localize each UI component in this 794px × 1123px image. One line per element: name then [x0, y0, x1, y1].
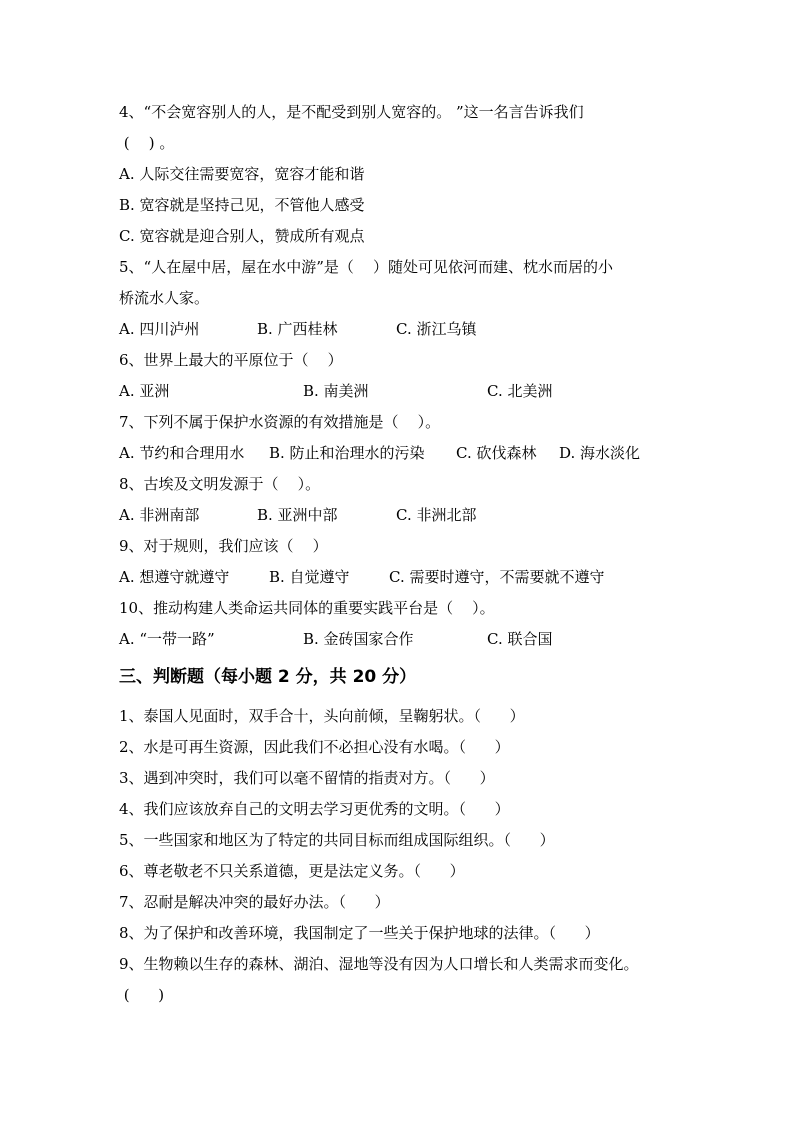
tf-item-9-blank: ( ) — [119, 986, 165, 1004]
q7-option-d: D. 海水淡化 — [559, 444, 641, 462]
q7-option-b: B. 防止和治理水的污染 — [269, 444, 425, 462]
q7-option-a: A. 节约和合理用水 — [119, 444, 245, 462]
q5-stem-line2: 桥流水人家。 — [119, 289, 210, 307]
q9-option-b: B. 自觉遵守 — [269, 568, 350, 586]
q9-option-a: A. 想遵守就遵守 — [119, 568, 230, 586]
q9-options — [119, 567, 719, 587]
q8-option-b: B. 亚洲中部 — [257, 506, 338, 524]
q7-options — [119, 443, 719, 463]
tf-item-6: 6、尊老敬老不只关系道德，更是法定义务。（ ） — [119, 862, 465, 880]
tf-item-5: 5、一些国家和地区为了特定的共同目标而组成国际组织。（ ） — [119, 831, 555, 849]
q10-option-a: A. “一带一路” — [119, 630, 215, 648]
q5-option-c: C. 浙江乌镇 — [396, 320, 477, 338]
q6-option-c: C. 北美洲 — [487, 382, 553, 400]
q5-stem-line1: 5、“人在屋中居，屋在水中游”是（ ）随处可见依河而建、枕水而居的小 — [119, 258, 613, 276]
tf-item-9: 9、生物赖以生存的森林、湖泊、湿地等没有因为人口增长和人类需求而变化。 — [119, 955, 639, 973]
tf-item-7: 7、忍耐是解决冲突的最好办法。（ ） — [119, 893, 390, 911]
q7-stem: 7、下列不属于保护水资源的有效措施是（ ）。 — [119, 413, 441, 431]
q8-options — [119, 505, 719, 525]
q4-option-b: B. 宽容就是坚持己见，不管他人感受 — [119, 196, 365, 214]
q10-option-b: B. 金砖国家合作 — [303, 630, 414, 648]
q4-option-a: A. 人际交往需要宽容，宽容才能和谐 — [119, 165, 365, 183]
q5-options — [119, 319, 719, 339]
q6-option-a: A. 亚洲 — [119, 382, 170, 400]
q4-stem-line2: ( ) 。 — [119, 134, 175, 152]
q9-option-c: C. 需要时遵守，不需要就不遵守 — [389, 568, 605, 586]
tf-item-2: 2、水是可再生资源，因此我们不必担心没有水喝。（ ） — [119, 738, 510, 756]
tf-item-8: 8、为了保护和改善环境，我国制定了一些关于保护地球的法律。（ ） — [119, 924, 600, 942]
q8-stem: 8、古埃及文明发源于（ ）。 — [119, 475, 321, 493]
tf-item-4: 4、我们应该放弃自己的文明去学习更优秀的文明。（ ） — [119, 800, 510, 818]
q10-options — [119, 629, 719, 649]
q7-option-c: C. 砍伐森林 — [456, 444, 537, 462]
q5-option-a: A. 四川泸州 — [119, 320, 200, 338]
q10-stem: 10、推动构建人类命运共同体的重要实践平台是（ ）。 — [119, 599, 495, 617]
q5-option-b: B. 广西桂林 — [257, 320, 338, 338]
q9-stem: 9、对于规则，我们应该（ ） — [119, 537, 328, 555]
q4-option-c: C. 宽容就是迎合别人，赞成所有观点 — [119, 227, 365, 245]
q8-option-c: C. 非洲北部 — [396, 506, 477, 524]
tf-item-3: 3、遇到冲突时，我们可以毫不留情的指责对方。（ ） — [119, 769, 495, 787]
q6-options — [119, 381, 719, 401]
q8-option-a: A. 非洲南部 — [119, 506, 200, 524]
q4-stem-line1: 4、“不会宽容别人的人，是不配受到别人宽容的。 ”这一名言告诉我们 — [119, 103, 584, 121]
section3-title: 三、判断题（每小题 2 分，共 20 分） — [119, 667, 417, 687]
q6-stem: 6、世界上最大的平原位于（ ） — [119, 351, 343, 369]
q6-option-b: B. 南美洲 — [303, 382, 369, 400]
tf-item-1: 1、泰国人见面时，双手合十，头向前倾，呈鞠躬状。（ ） — [119, 707, 525, 725]
q10-option-c: C. 联合国 — [487, 630, 553, 648]
